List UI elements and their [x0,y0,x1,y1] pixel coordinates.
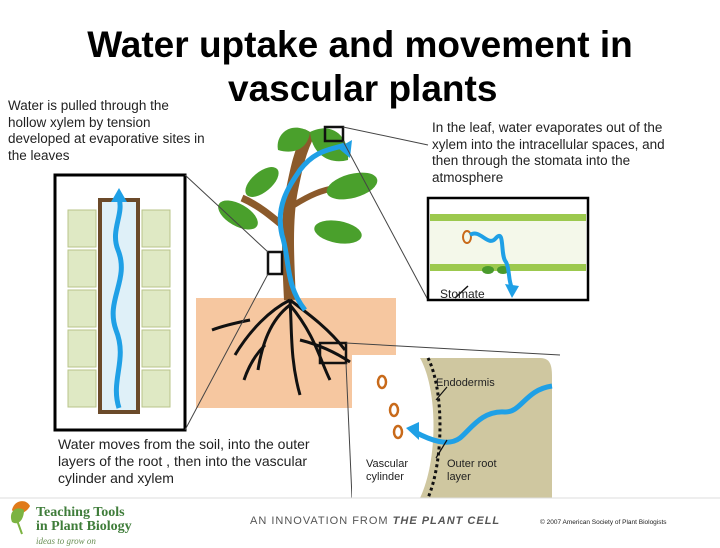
logo-leaf-icon [11,501,30,534]
label-endodermis: Endodermis [436,377,495,389]
xylem-closeup [55,175,185,430]
note-xylem-tension: Water is pulled through the hollow xylem by tension developed at evaporative sites in the leaves [8,98,205,163]
copyright-notice: © 2007 American Society of Plant Biologists [540,519,667,526]
label-outer-root-layer: Outer root layer [447,458,497,483]
note-root-uptake: Water moves from the soil, into the outer layers of the root , then into the vascular cylinder and xylem [58,436,310,486]
title-line2: vascular plants [228,68,498,109]
logo-line2: in Plant Biology [36,519,132,534]
note-leaf-evaporation: In the leaf, water evaporates out of the xylem into the intracellular spaces, and then through the stomata into the atmosphere [432,120,665,185]
innovation-prefix: AN INNOVATION FROM [250,515,389,527]
logo-line1: Teaching Tools [36,505,125,520]
label-stomate: Stomate [440,287,485,301]
leaf-closeup [428,198,588,300]
label-vascular-cylinder: Vascular cylinder [366,458,408,483]
footer-logo [36,506,132,548]
title-line1: Water uptake and movement in [87,24,633,65]
footer-innovation [250,515,500,527]
logo-tagline: ideas to grow on [36,536,96,546]
innovation-brand: THE PLANT CELL [392,515,501,527]
